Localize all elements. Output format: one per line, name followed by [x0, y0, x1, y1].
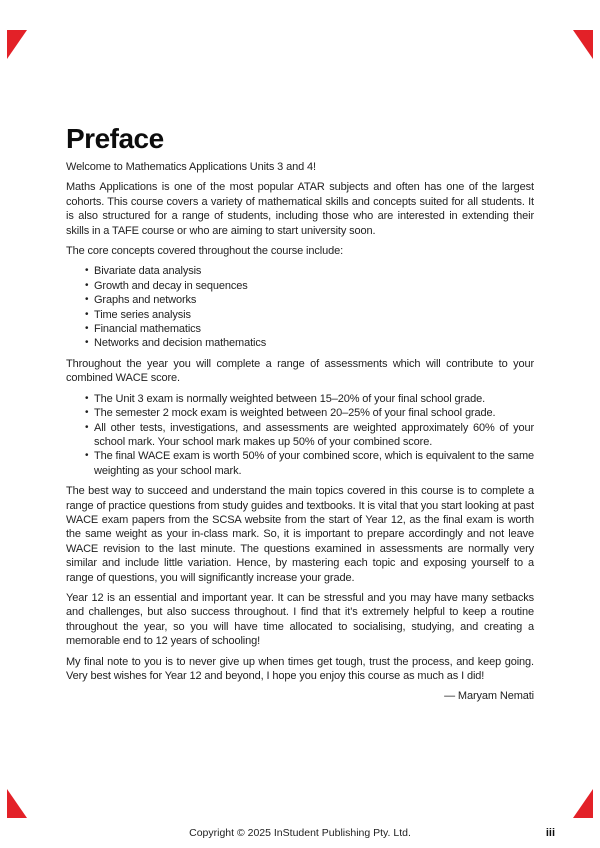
list-item: • Bivariate data analysis: [94, 264, 534, 278]
corner-triangle-top-right: [573, 30, 593, 59]
year12-paragraph: Year 12 is an essential and important year. It can be stressful and you may have many setbacks and challenges, but also success throughout. I find that it’s extremely helpful to keep a routine throughout the year, so you will have time allocated to socialising, studying, and creating a memorable end to 12 years of schooling!: [66, 591, 534, 648]
core-concepts-intro: The core concepts covered throughout the course include:: [66, 245, 344, 258]
list-item: • The semester 2 mock exam is weighted between 20–25% of your final school grade.: [94, 406, 534, 420]
list-item: • Financial mathematics: [94, 322, 534, 336]
list-item: • Time series analysis: [94, 308, 534, 322]
list-item: • Networks and decision mathematics: [94, 336, 534, 350]
list-item: • Growth and decay in sequences: [94, 279, 534, 293]
corner-triangle-bottom-right: [573, 789, 593, 818]
page-footer: [0, 826, 600, 842]
corner-triangle-bottom-left: [7, 789, 27, 818]
list-item: • The final WACE exam is worth 50% of your combined score, which is equivalent to the same weighting as your school mark.: [94, 449, 534, 478]
success-paragraph: The best way to succeed and understand the main topics covered in this course is to complete a range of practice questions from study guides and textbooks. It is vital that you start looking at past WACE exam papers from the SCSA website from the start of Year 12, as the final exam is worth the same weight as your in-class mark. So, it is important to prepare accordingly and not leave WACE revision to the last minute. The questions examined in assessments are normally very similar and include little variation. Hence, by mastering each topic and exposing yourself to a range of questions, you will significantly increase your grade.: [66, 485, 534, 584]
page-title: Preface: [66, 123, 164, 154]
assessments-list: [66, 392, 534, 478]
welcome-line: Welcome to Mathematics Applications Units 3 and 4!: [66, 161, 316, 173]
assessments-intro: Throughout the year you will complete a range of assessments which will contribute to your combined WACE score.: [66, 357, 534, 385]
list-item: • All other tests, investigations, and assessments are weighted approximately 60% of your school mark. Your school mark makes up 50% of your combined score.: [94, 421, 534, 450]
list-item: • Graphs and networks: [94, 293, 534, 307]
page-number: iii: [545, 827, 555, 839]
corner-triangle-top-left: [7, 30, 27, 59]
list-item: • The Unit 3 exam is normally weighted between 15–20% of your final school grade.: [94, 392, 534, 406]
overview-paragraph: Maths Applications is one of the most popular ATAR subjects and often has one of the largest cohorts. This course covers a variety of mathematical skills and concepts suited for all students. It is also structured for a range of students, including those who are interested in extending their skills in a TAFE course or who are aiming to start university soon.: [66, 181, 534, 237]
final-note-paragraph: My final note to you is to never give up when times get tough, trust the process, and keep going. Very best wishes for Year 12 and beyond, I hope you enjoy this course as much as I did!: [66, 655, 534, 682]
core-concepts-list: [66, 264, 534, 350]
copyright-notice: Copyright © 2025 InStudent Publishing Pty. Ltd.: [189, 827, 411, 839]
page-content: [66, 0, 534, 710]
author-signature: — Maryam Nemati: [444, 690, 534, 703]
